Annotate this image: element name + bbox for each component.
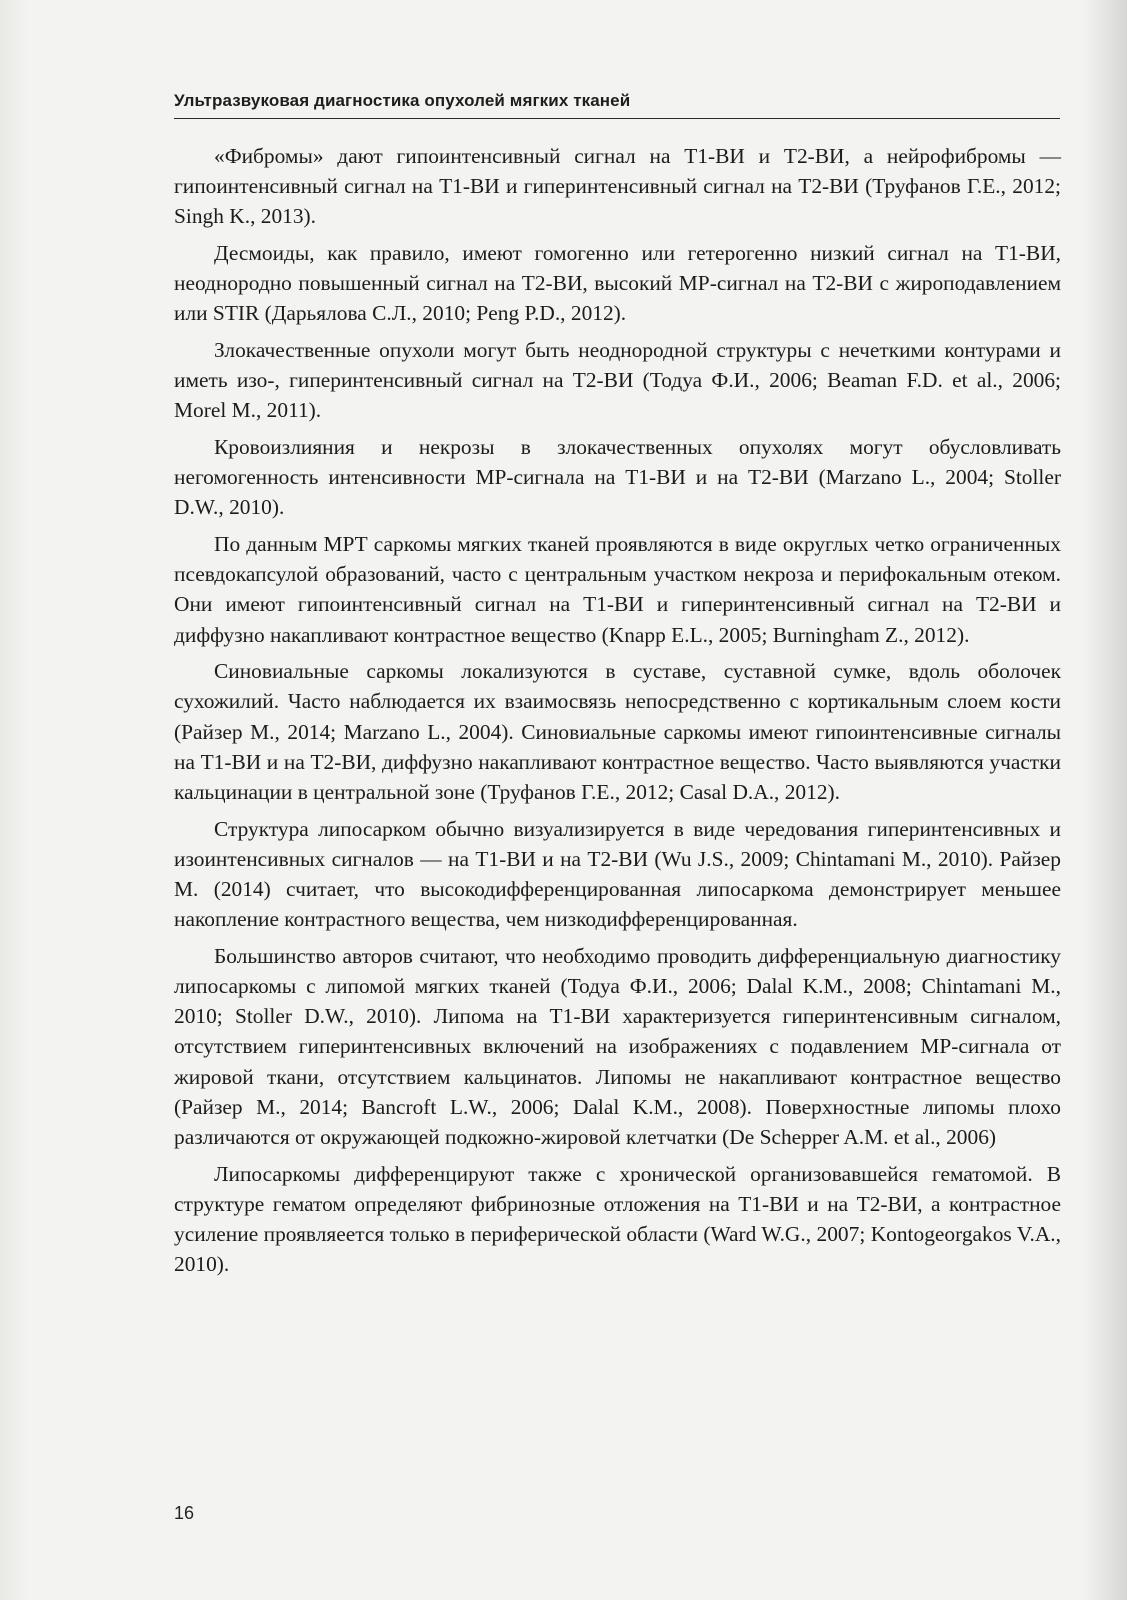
paragraph-malignant-tumors: Злокачественные опухоли могут быть неоднородной структуры с нечеткими контурами и иметь изо-, гиперинтенсивный сигнал на Т2-ВИ (Тодуа Ф.И., 2006; Beaman F.D. et al., 2006; Morel M., 2011). (174, 338, 1061, 423)
paragraph-synovial-sarcomas: Синовиальные саркомы локализуются в суставе, суставной сумке, вдоль оболочек сухожилий. Часто наблюдается их взаимосвязь непосредственно с кортикальным слоем кости (Райзер М., 2014; Marzano L., 2004). Синовиальные саркомы имеют гипоинтенсивные сигналы на Т1-ВИ и на Т2-ВИ, диффузно накапливают контрастное вещество. Часто выявляются участки кальцинации в центральной зоне (Труфанов Г.Е., 2012; Casal D.A., 2012). (174, 659, 1061, 805)
paragraph-desmoids: Десмоиды, как правило, имеют гомогенно или гетерогенно низкий сигнал на Т1-ВИ, неоднородно повышенный сигнал на Т2-ВИ, высокий МР-сигнал на Т2-ВИ с жироподавлением или STIR (Дарьялова С.Л., 2010; Peng P.D., 2012). (174, 241, 1061, 326)
paragraph-sarcomas-mri: По данным МРТ саркомы мягких тканей проявляются в виде округлых четко ограниченных псевдокапсулой образований, часто с центральным участком некроза и перифокальным отеком. Они имеют гипоинтенсивный сигнал на Т1-ВИ и гиперинтенсивный сигнал на Т2-ВИ и диффузно накапливают контрастное вещество (Knapp E.L., 2005; Burningham Z., 2012). (174, 532, 1061, 647)
running-header: Ультразвуковая диагностика опухолей мягких тканей (174, 91, 631, 110)
paragraph-liposarcoma-structure: Структура липосарком обычно визуализируется в виде чередования гиперинтенсивных и изоинтенсивных сигналов — на Т1-ВИ и на Т2-ВИ (Wu J.S., 2009; Chintamani M., 2010). Райзер М. (2014) считает, что высокодифференцированная липосаркома демонстрирует меньшее накопление контрастного вещества, чем низкодифференцированная. (174, 816, 1061, 932)
body-text (174, 141, 1061, 1286)
paragraph-fibromas: «Фибромы» дают гипоинтенсивный сигнал на Т1-ВИ и Т2-ВИ, а нейрофибромы — гипоинтенсивный сигнал на Т1-ВИ и гиперинтенсивный сигнал на Т2-ВИ (Труфанов Г.Е., 2012; Singh K., 2013). (174, 144, 1061, 229)
paragraph-differential-diagnosis: Большинство авторов считают, что необходимо проводить дифференциальную диагностику липосаркомы с липомой мягких тканей (Тодуа Ф.И., 2006; Dalal K.M., 2008; Chintamani M., 2010; Stoller D.W., 2010). Липома на Т1-ВИ характеризуется гиперинтенсивным сигналом, отсутствием гиперинтенсивных включений на изображениях с подавлением МР-сигнала от жировой ткани, отсутствием кальцинатов. Липомы не накапливают контрастное вещество (Райзер М., 2014; Bancroft L.W., 2006; Dalal K.M., 2008). Поверхностные липомы плохо различаются от окружающей подкожно-жировой клетчатки (De Schepper A.M. et al., 2006) (174, 943, 1061, 1150)
paragraph-hematoma: Липосаркомы дифференцируют также с хронической организовавшейся гематомой. В структуре гематом определяют фибринозные отложения на Т1-ВИ и на Т2-ВИ, а контрастное усиление проявляеется только в периферической области (Ward W.G., 2007; Kontogeorgakos V.A., 2010). (174, 1161, 1061, 1277)
header-rule (174, 118, 1060, 119)
paragraph-hemorrhages: Кровоизлияния и некрозы в злокачественных опухолях могут обусловливать негомогенность интенсивности МР-сигнала на Т1-ВИ и на Т2-ВИ (Marzano L., 2004; Stoller D.W., 2010). (174, 435, 1061, 520)
page-number: 16 (174, 1503, 195, 1523)
